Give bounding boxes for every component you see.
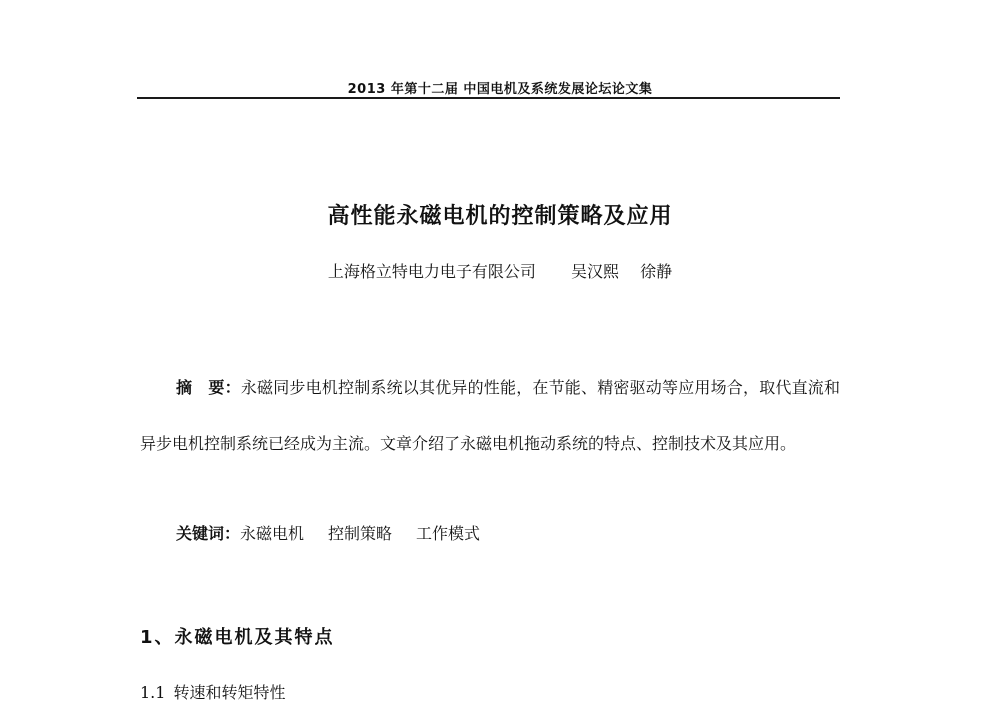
abstract-text: 永磁同步电机控制系统以其优异的性能，在节能、精密驱动等应用场合，取代直流和异步电机控制系统已经成为主流。文章介绍了永磁电机拖动系统的特点、控制技术及其应用。: [140, 378, 840, 453]
section-heading: 1、永磁电机及其特点: [140, 627, 335, 648]
keyword: 工作模式: [416, 524, 481, 543]
subsection-title: 转速和转矩特性: [173, 683, 286, 702]
subsection-heading: [140, 680, 285, 703]
proceedings-header: 2013 年第十二届 中国电机及系统发展论坛论文集: [347, 82, 653, 97]
subsection-number: 1.1: [140, 683, 166, 702]
author-name: 徐静: [640, 262, 673, 281]
abstract-label: 摘 要：: [176, 378, 241, 397]
author-organization: 上海格立特电力电子有限公司: [327, 262, 536, 281]
keyword: 控制策略: [328, 524, 393, 543]
author-line: [0, 259, 1000, 282]
header-rule: [137, 97, 840, 99]
abstract: [140, 360, 840, 472]
author-name: 吴汉熙: [570, 262, 619, 281]
keyword: 永磁电机: [240, 524, 305, 543]
keywords: [176, 521, 480, 544]
keywords-label: 关键词：: [176, 524, 241, 543]
paper-title: 高性能永磁电机的控制策略及应用: [327, 204, 673, 229]
